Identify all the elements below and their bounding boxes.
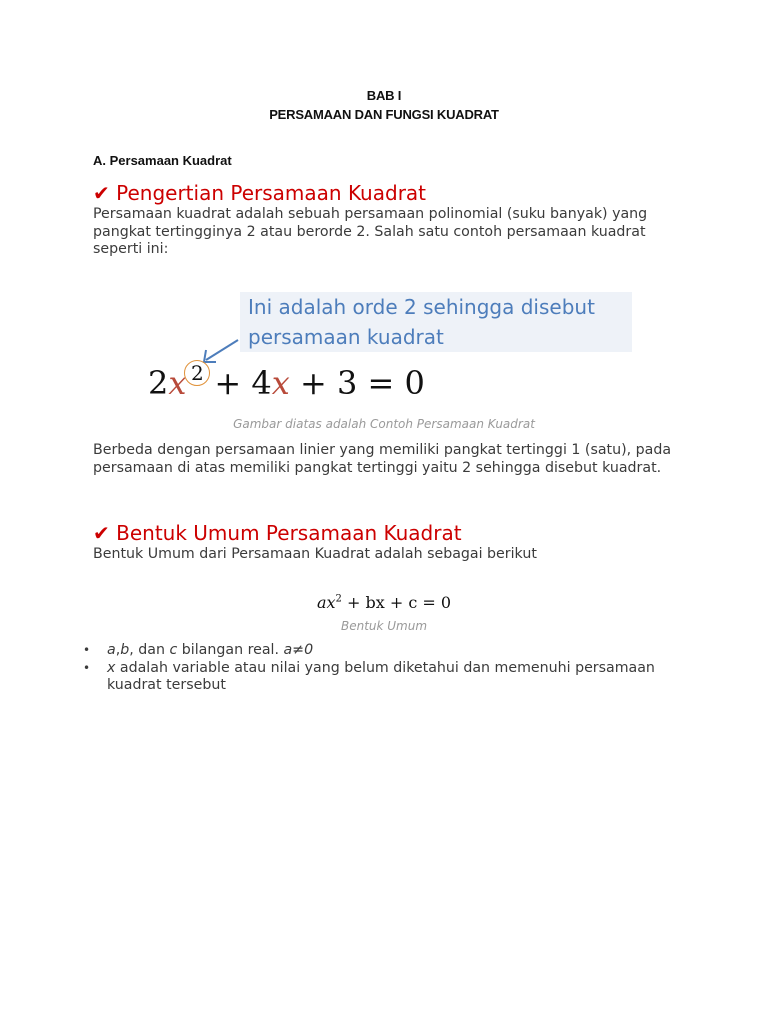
condition: a≠0: [283, 642, 314, 658]
var-a: a: [107, 642, 116, 658]
eq-coefficient: 2: [148, 364, 169, 402]
heading-pengertian: [93, 181, 426, 205]
chapter-label: BAB I: [366, 88, 402, 103]
bullet-text: bilangan real.: [177, 642, 284, 658]
general-equation: [0, 593, 768, 612]
figure-caption: Gambar diatas adalah Contoh Persamaan Kuadrat: [233, 417, 535, 431]
var-b: b: [120, 642, 130, 658]
eq-sup: 2: [335, 593, 342, 605]
heading-bentuk-umum: [93, 521, 462, 545]
eq-variable-x: x: [168, 364, 187, 402]
var-x: x: [107, 659, 116, 676]
bentuk-umum-caption: Bentuk Umum: [340, 619, 428, 633]
var-c: c: [169, 642, 178, 658]
definition-list: [75, 642, 655, 695]
page-title: PERSAMAAN DAN FUNGSI KUADRAT: [269, 107, 499, 122]
checkmark-icon: ✔: [93, 181, 110, 205]
bullet-text: adalah variable atau nilai yang belum diketahui dan memenuhi persamaan kuadrat tersebut: [107, 659, 655, 693]
figure-note-line1: Ini adalah orde 2 sehingga disebut: [248, 295, 595, 319]
eq-bx: + bx: [341, 593, 385, 612]
list-item: [75, 642, 655, 660]
pengertian-paragraph: Persamaan kuadrat adalah sebuah persamaan polinomial (suku banyak) yang pangkat tertingginya 2 atau berorde 2. Salah satu contoh persamaan kuadrat seperti ini:: [93, 206, 648, 257]
berbeda-paragraph: Berbeda dengan persamaan linier yang memiliki pangkat tertinggi 1 (satu), pada persamaan di atas memiliki pangkat tertinggi yaitu 2 sehingga disebut kuadrat.: [93, 442, 672, 476]
eq-c: + c: [384, 593, 418, 612]
eq-rest: + 3 = 0: [299, 364, 425, 402]
checkmark-icon: ✔: [93, 521, 110, 545]
figure-note-line2: persamaan kuadrat: [248, 325, 444, 349]
bullet-icon: •: [83, 643, 91, 657]
eq-variable-x2: x: [271, 364, 290, 402]
eq-ax: ax: [316, 593, 336, 612]
bullet-icon: •: [83, 660, 91, 675]
heading-bentuk-umum-text: Bentuk Umum Persamaan Kuadrat: [116, 521, 462, 545]
figure-note-box: [240, 292, 632, 352]
heading-pengertian-text: Pengertian Persamaan Kuadrat: [116, 181, 427, 205]
comma: ,: [115, 642, 121, 658]
example-equation: [148, 361, 425, 402]
bentuk-umum-paragraph: Bentuk Umum dari Persamaan Kuadrat adalah sebagai berikut: [93, 546, 537, 562]
word-dan: , dan: [129, 642, 170, 658]
list-item: [75, 660, 655, 695]
section-a-label: A. Persamaan Kuadrat: [93, 153, 232, 168]
eq-equals-zero: = 0: [417, 593, 452, 612]
eq-term2: + 4: [214, 364, 272, 402]
eq-exponent-circled: 2: [184, 360, 210, 386]
